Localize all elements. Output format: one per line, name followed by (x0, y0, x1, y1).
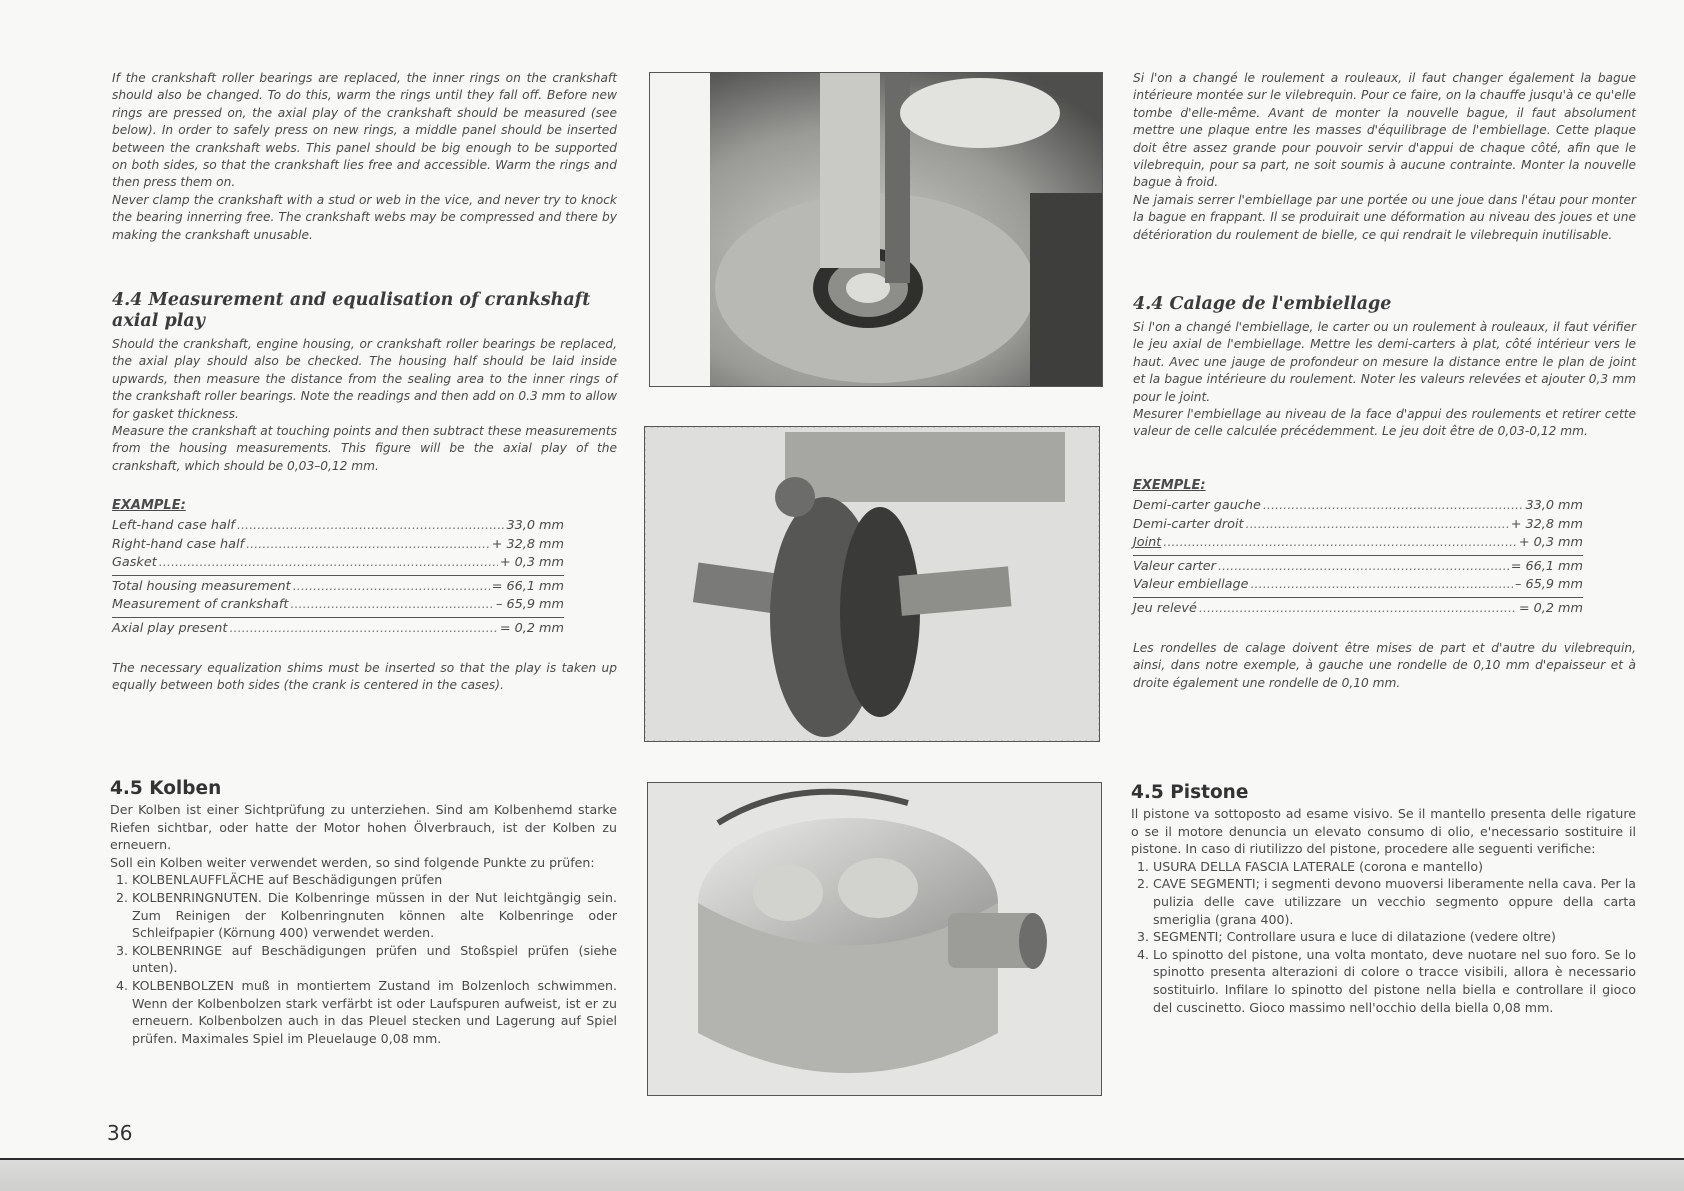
french-intro-paragraph: Si l'on a changé le roulement a rouleaux, il faut changer également la bague intérieure montée sur le vilebrequin. Pour ce faire, on la chauffe jusqu'à ce qu'elle tombe d'elle-même. Avant de monter la nouvelle bague, il faut absolument mettre une plaque entre les masses d'équilibrage de l'embiellage. Cette plaque doit être assez grande pour pouvoir servir d'appui de chaque côté, afin que le vilebrequin, pour sa part, ne soit soumis à aucune contrainte. Monter la nouvelle bague à froid. (1133, 71, 1636, 190)
french-example-row: Joint ..... + 0,3 mm (1133, 534, 1583, 553)
english-section-title: 4.4 Measurement and equalisation of crankshaft axial play (112, 290, 591, 331)
list-item: 4. KOLBENBOLZEN muß in montiertem Zustand im Bolzenloch schwimmen. Wenn der Kolbenbolzen stark verfärbt ist oder Laufspuren aufweist, ist er zu erneuern. Kolbenbolzen auch in das Pleuel stecken und Lagerung auf Spiel prüfen. Maximales Spiel im Pleuelauge 0,08 mm. (132, 977, 617, 1047)
english-example-title: EXAMPLE: (112, 498, 186, 513)
english-intro (112, 70, 617, 244)
scan-margin (0, 1160, 1684, 1191)
german-check-list (110, 871, 617, 1047)
english-example-row: Right-hand case half ..... + 32,8 mm (112, 536, 564, 555)
french-example-row: Valeur embiellage ..... – 65,9 mm (1133, 576, 1583, 595)
french-example-row: Jeu relevé ..... = 0,2 mm (1133, 600, 1583, 619)
english-example (112, 498, 564, 638)
english-example-row: Measurement of crankshaft ..... – 65,9 mm (112, 596, 564, 615)
italian-check-list (1131, 858, 1636, 1016)
french-footer-note: Les rondelles de calage doivent être mises de part et d'autre du vilebrequin, ainsi, dans notre exemple, à gauche une rondelle de 0,10 mm d'epaisseur et à droite également une rondelle de 0,10 mm. (1133, 641, 1636, 690)
crankcase-bearing-photo (649, 72, 1103, 387)
english-intro-paragraph: If the crankshaft roller bearings are replaced, the inner rings on the crankshaft should also be changed. To do this, warm the rings until they fall off. Before new rings are pressed on, the axial play of the crankshaft should be measured (see below). In order to safely press on new rings, a middle panel should be inserted between the crankshaft webs. This panel should be big enough to be supported on both sides, so that the crankshaft lies free and accessible. Warm the rings and then press them on. (112, 71, 617, 190)
list-item: 2. CAVE SEGMENTI; i segmenti devono muoversi liberamente nella cava. Per la pulizia delle cave utilizzare un vecchio segmento oppure della carta smeriglia (grana 400). (1153, 875, 1636, 928)
list-item: 3. SEGMENTI; Controllare usura e luce di dilatazione (vedere oltre) (1153, 928, 1636, 946)
english-body-paragraph: Measure the crankshaft at touching points and then subtract these measurements from the housing measurements. This figure will be the axial play of the crankshaft, which should be 0,03–0,12 mm. (112, 424, 617, 473)
french-example-row: Valeur carter ..... = 66,1 mm (1133, 558, 1583, 577)
english-footer-note: The necessary equalization shims must be inserted so that the play is taken up equally between both sides (the crank is centered in the cases). (112, 661, 617, 693)
list-item: 4. Lo spinotto del pistone, una volta montato, deve nuotare nel suo foro. Se lo spinotto presenta alterazioni di colore o tracce visibili, allora è necessario sostituirlo. Infilare lo spinotto del pistone nella biella e controllare il gioco del cuscinetto. Gioco massimo nell'occhio della biella 0,08 mm. (1153, 946, 1636, 1016)
piston-photo (647, 782, 1102, 1096)
list-item: 3. KOLBENRINGE auf Beschädigungen prüfen und Stoßspiel prüfen (siehe unten). (132, 942, 617, 977)
sum-rule (1133, 597, 1583, 598)
english-example-row: Left-hand case half ..... 33,0 mm (112, 517, 564, 536)
french-example-row: Demi-carter droit ..... + 32,8 mm (1133, 516, 1583, 535)
french-body-paragraph: Mesurer l'embiellage au niveau de la face d'appui des roulements et retirer cette valeur de celle calculée précédemment. Le jeu doit être de 0,03-0,12 mm. (1133, 407, 1636, 439)
italian-section-4-5 (1131, 782, 1636, 1016)
english-section-4-4 (112, 290, 617, 475)
french-example (1133, 478, 1583, 618)
list-item: 2. KOLBENRINGNUTEN. Die Kolbenringe müssen in der Nut leichtgängig sein. Zum Reinigen der Kolbenringnuten können alte Kolbenringe oder Schleifpapier (Körnung 400) verwendet werden. (132, 889, 617, 942)
german-section-4-5 (110, 778, 617, 1047)
french-body-paragraph: Si l'on a changé l'embiellage, le carter ou un roulement à rouleaux, il faut vérifier le jeu axial de l'embiellage. Mettre les demi-carters à plat, côté intérieur vers le haut. Avec une jauge de profondeur on mesure la distance entre le plan de joint et la bague intérieure du roulement. Noter les valeurs relevées et ajouter 0,3 mm pour le joint. (1133, 320, 1636, 404)
french-example-row: Demi-carter gauche ..... 33,0 mm (1133, 497, 1583, 516)
english-example-row: Axial play present ..... = 0,2 mm (112, 620, 564, 639)
german-body-paragraph: Der Kolben ist einer Sichtprüfung zu unterziehen. Sind am Kolbenhemd starke Riefen sichtbar, oder hatte der Motor hohen Ölverbrauch, ist der Kolben zu erneuern. (110, 802, 617, 853)
french-example-title: EXEMPLE: (1133, 478, 1206, 493)
english-intro-paragraph: Never clamp the crankshaft with a stud or web in the vice, and never try to knock the bearing innerring free. The crankshaft webs may be compressed and there by making the crankshaft unusable. (112, 192, 617, 242)
list-item: 1. USURA DELLA FASCIA LATERALE (corona e mantello) (1153, 858, 1636, 876)
german-section-title: 4.5 Kolben (110, 778, 222, 799)
english-example-row: Total housing measurement ..... = 66,1 mm (112, 578, 564, 597)
crankshaft-photo (644, 426, 1100, 742)
french-section-4-4 (1133, 294, 1636, 441)
english-example-row: Gasket ..... + 0,3 mm (112, 554, 564, 573)
list-item: 1. KOLBENLAUFFLÄCHE auf Beschädigungen prüfen (132, 871, 617, 889)
sum-rule (112, 575, 564, 576)
page-number: 36 (107, 1121, 133, 1145)
french-intro (1133, 70, 1636, 244)
french-intro-paragraph: Ne jamais serrer l'embiellage par une portée ou une joue dans l'étau pour monter la bague en frappant. Il se produirait une déformation au niveau des joues et une détérioration du roulement de bielle, ce qui rendrait le vilebrequin inutilisable. (1133, 192, 1636, 242)
italian-body-paragraph: Il pistone va sottoposto ad esame visivo. Se il mantello presenta delle rigature o se il motore denuncia un elevato consumo di olio, e'necessario sostituire il pistone. In caso di riutilizzo del pistone, procedere alle seguenti verifiche: (1131, 806, 1636, 857)
english-body-paragraph: Should the crankshaft, engine housing, or crankshaft roller bearings be replaced, the axial play should also be checked. The housing half should be laid inside upwards, then measure the distance from the sealing area to the inner rings of the crankshaft roller bearings. Note the readings and then add on 0.3 mm to allow for gasket thickness. (112, 337, 617, 421)
german-body-paragraph: Soll ein Kolben weiter verwendet werden, so sind folgende Punkte zu prüfen: (110, 854, 595, 870)
sum-rule (1133, 555, 1583, 556)
french-section-title: 4.4 Calage de l'embiellage (1133, 294, 1392, 314)
italian-section-title: 4.5 Pistone (1131, 782, 1249, 803)
sum-rule (112, 617, 564, 618)
